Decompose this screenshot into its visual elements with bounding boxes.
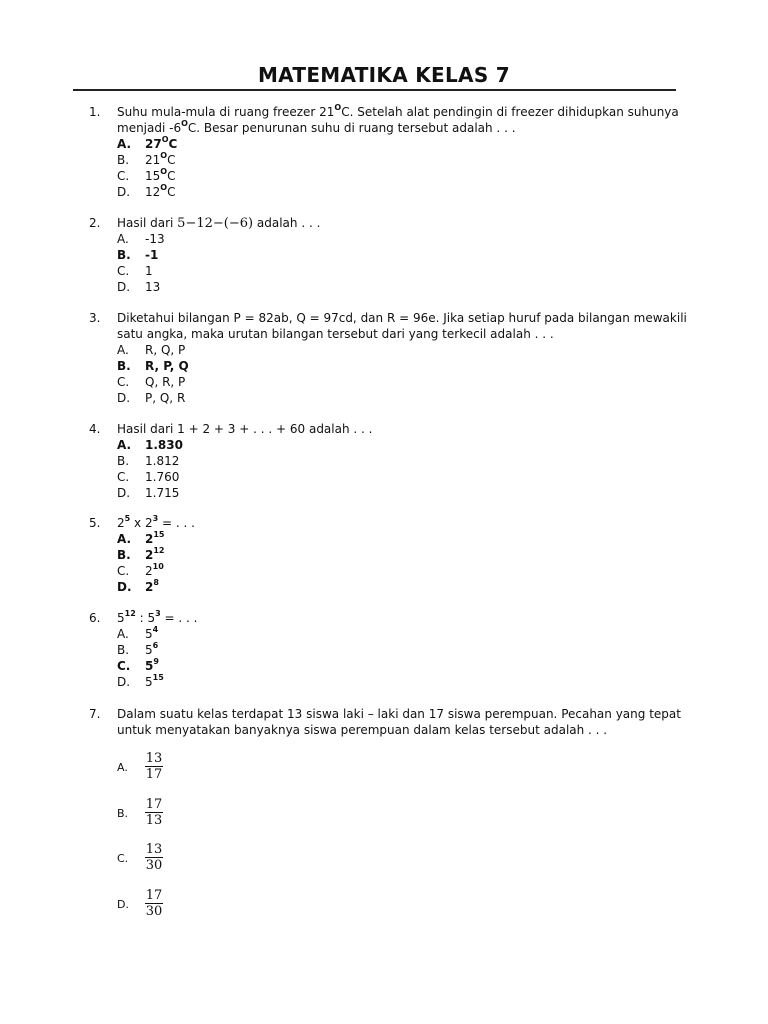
fraction-denominator: 30 <box>145 858 163 873</box>
option-letter: D. <box>117 391 131 405</box>
fraction <box>145 888 163 920</box>
option-value: $12^OC$ <box>145 183 176 199</box>
option-letter: B. <box>117 807 129 820</box>
option-value: Q, R, P <box>145 375 186 389</box>
option-c <box>0 374 768 390</box>
option-d <box>0 485 768 501</box>
option-letter: C. <box>117 169 130 183</box>
question-text-line-1: Suhu mula-mula di ruang freezer $21^OC$. Setelah alat pendingin di freezer dihidupkan suhunya <box>117 103 679 119</box>
option-c <box>0 168 768 184</box>
option-a <box>0 531 768 547</box>
option-value: $2^{15}$ <box>145 530 165 546</box>
question-6 <box>0 610 768 690</box>
question-text-line-2: satu angka, maka urutan bilangan tersebut dari yang terkecil adalah . . . <box>117 327 554 341</box>
fraction-numerator: 17 <box>145 888 163 903</box>
title-underline <box>73 89 676 91</box>
option-value: $21^OC$ <box>145 151 176 167</box>
option-value: $5^4$ <box>145 625 159 641</box>
option-letter: B. <box>117 643 130 657</box>
option-letter: A. <box>117 532 132 546</box>
option-c <box>0 658 768 674</box>
degree-symbol: O <box>181 119 188 128</box>
option-letter: D. <box>117 580 132 594</box>
option-letter: D. <box>117 280 131 294</box>
fraction <box>145 751 163 783</box>
question-2 <box>0 215 768 295</box>
option-d <box>0 390 768 406</box>
option-letter: A. <box>117 232 129 246</box>
question-number: 1. <box>89 105 101 119</box>
option-value: 1.830 <box>145 438 183 452</box>
fraction-numerator: 17 <box>145 797 163 812</box>
option-letter: B. <box>117 454 130 468</box>
option-letter: C. <box>117 470 130 484</box>
option-d <box>0 888 768 922</box>
option-c <box>0 842 768 876</box>
option-letter: A. <box>117 761 128 774</box>
question-text: Hasil dari 5−12−(−6) adalah . . . <box>117 216 321 231</box>
option-a <box>0 437 768 453</box>
option-letter: B. <box>117 153 130 167</box>
option-value: 1.812 <box>145 454 180 468</box>
question-text-line-2: untuk menyatakan banyaknya siswa perempuan dalam kelas tersebut adalah . . . <box>117 723 608 737</box>
question-number: 3. <box>89 311 101 325</box>
fraction-denominator: 13 <box>145 813 163 828</box>
option-letter: A. <box>117 627 129 641</box>
option-a <box>0 342 768 358</box>
math-expression: 5−12−(−6) <box>177 216 254 231</box>
question-text: $2^5$ x $2^3$ = . . . <box>117 514 195 530</box>
option-value: R, P, Q <box>145 359 189 373</box>
option-letter: C. <box>117 852 129 865</box>
option-value: 1.760 <box>145 470 180 484</box>
option-value: 1 <box>145 264 153 278</box>
option-value: $5^6$ <box>145 641 159 657</box>
option-b <box>0 453 768 469</box>
fraction-numerator: 13 <box>145 751 163 766</box>
option-value: $2^{10}$ <box>145 562 164 578</box>
option-b <box>0 642 768 658</box>
option-letter: D. <box>117 486 131 500</box>
option-value: P, Q, R <box>145 391 186 405</box>
question-text-line-2: menjadi $-6^OC$. Besar penurunan suhu di ruang tersebut adalah . . . <box>117 119 516 135</box>
option-b <box>0 797 768 831</box>
option-value: $15^OC$ <box>145 167 176 183</box>
option-value: $2^8$ <box>145 578 159 594</box>
option-b <box>0 358 768 374</box>
option-a <box>0 136 768 152</box>
option-b <box>0 152 768 168</box>
question-4 <box>0 421 768 501</box>
page-title: MATEMATIKA KELAS 7 <box>257 63 511 87</box>
option-value: 13 <box>145 280 161 294</box>
question-text-line-1: Dalam suatu kelas terdapat 13 siswa laki – laki dan 17 siswa perempuan. Pecahan yang tepat <box>117 707 681 721</box>
question-text-line-1: Diketahui bilangan P = 82ab, Q = 97cd, dan R = 96e. Jika setiap huruf pada bilangan mewakili <box>117 311 687 325</box>
option-a <box>0 626 768 642</box>
option-a <box>0 751 768 785</box>
option-value: -13 <box>145 232 165 246</box>
option-d <box>0 279 768 295</box>
degree-symbol: O <box>334 103 342 112</box>
option-c <box>0 469 768 485</box>
option-value: $2^{12}$ <box>145 546 165 562</box>
option-b <box>0 247 768 263</box>
option-letter: D. <box>117 185 131 199</box>
option-value: $27^OC$ <box>145 135 178 151</box>
option-d <box>0 184 768 200</box>
option-letter: A. <box>117 438 132 452</box>
option-value: -1 <box>145 248 159 262</box>
fraction-numerator: 13 <box>145 842 163 857</box>
option-letter: C. <box>117 564 130 578</box>
option-value: $5^{15}$ <box>145 673 164 689</box>
option-d <box>0 579 768 595</box>
fraction <box>145 842 163 874</box>
question-1 <box>0 104 768 200</box>
question-5 <box>0 515 768 595</box>
fraction-denominator: 17 <box>145 767 163 782</box>
option-d <box>0 674 768 690</box>
option-letter: B. <box>117 248 131 262</box>
option-letter: A. <box>117 343 129 357</box>
option-letter: D. <box>117 675 131 689</box>
question-number: 6. <box>89 611 101 625</box>
option-letter: A. <box>117 137 132 151</box>
option-a <box>0 231 768 247</box>
question-number: 5. <box>89 516 101 530</box>
option-b <box>0 547 768 563</box>
question-number: 4. <box>89 422 101 436</box>
option-c <box>0 263 768 279</box>
option-letter: C. <box>117 264 130 278</box>
option-letter: D. <box>117 898 129 911</box>
option-value: 1.715 <box>145 486 180 500</box>
option-value: $5^9$ <box>145 657 159 673</box>
question-7 <box>0 706 768 738</box>
fraction-denominator: 30 <box>145 904 163 919</box>
question-number: 2. <box>89 216 101 230</box>
fraction <box>145 797 163 829</box>
question-text: $5^{12}$ : $5^3$ = . . . <box>117 609 198 625</box>
option-letter: C. <box>117 659 131 673</box>
question-number: 7. <box>89 707 101 721</box>
option-letter: C. <box>117 375 130 389</box>
option-letter: B. <box>117 548 131 562</box>
question-text: Hasil dari 1 + 2 + 3 + . . . + 60 adalah . . . <box>117 422 373 436</box>
option-letter: B. <box>117 359 131 373</box>
question-3 <box>0 310 768 406</box>
option-value: R, Q, P <box>145 343 186 357</box>
option-c <box>0 563 768 579</box>
